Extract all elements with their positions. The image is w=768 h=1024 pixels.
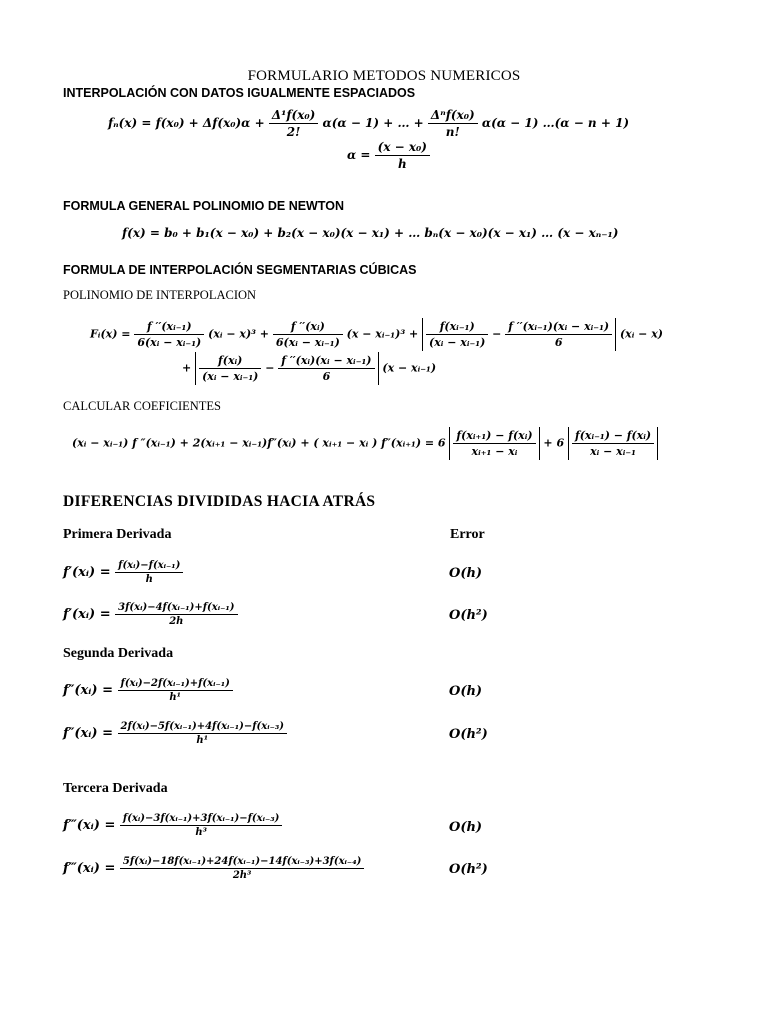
fraction-coeff2 <box>572 429 654 458</box>
fraction-numerator: Δⁿf(x₀) <box>430 108 475 122</box>
derivative-fraction <box>118 721 287 746</box>
error-order: O(h) <box>449 820 483 835</box>
fraction-denominator: 6(xᵢ − xᵢ₋₁) <box>134 334 204 349</box>
fraction-denominator: h¹ <box>118 690 233 703</box>
plus-six: + 6 <box>543 436 565 450</box>
formula-coefficients <box>72 427 658 460</box>
fraction-denominator: (xᵢ − xᵢ₋₁) <box>199 368 261 383</box>
fraction-denominator: 2! <box>269 123 319 139</box>
derivative-row <box>63 602 238 627</box>
fraction-delta1 <box>269 108 319 139</box>
fraction-numerator: f(xᵢ)−2f(xᵢ₋₁)+f(xᵢ₋₁) <box>120 678 230 689</box>
derivative-fraction <box>120 813 283 838</box>
derivative-row <box>63 856 364 881</box>
fraction-denominator: 6(xᵢ − xᵢ₋₁) <box>273 334 343 349</box>
derivative-lhs: f′(xᵢ) = <box>63 607 111 622</box>
derivative-row <box>63 678 233 703</box>
page-title: FORMULARIO METODOS NUMERICOS <box>247 68 521 84</box>
fraction-numerator: f(xᵢ₊₁) − f(xᵢ) <box>456 429 533 442</box>
derivative-lhs: f‴(xᵢ) = <box>63 818 116 833</box>
fraction-numerator: (x − x₀) <box>377 140 427 154</box>
formula-prefix: fₙ(x) = f(x₀) + Δf(x₀)α + <box>108 116 265 130</box>
formula-alpha <box>347 140 430 171</box>
fraction-numerator: 2f(xᵢ)−5f(xᵢ₋₁)+4f(xᵢ₋₁)−f(xᵢ₋₃) <box>120 721 284 732</box>
bracket-coeff-1 <box>449 427 539 460</box>
fraction-numerator: f(xᵢ) <box>218 354 243 367</box>
fraction-denominator: 2h³ <box>120 868 364 881</box>
fraction-numerator: f ′′(xᵢ₋₁)(xᵢ − xᵢ₋₁) <box>508 320 610 333</box>
term1-tail: (xᵢ − x)³ + <box>208 327 270 341</box>
fraction-denominator: 2h <box>115 614 237 627</box>
derivative-lhs: f″(xᵢ) = <box>63 683 113 698</box>
derivative-fraction <box>120 856 364 881</box>
subheading-polynomial: POLINOMIO DE INTERPOLACION <box>63 288 257 302</box>
bracket-group-2 <box>195 352 378 385</box>
error-order: O(h) <box>449 684 483 699</box>
fraction-numerator: f ′′(xᵢ₋₁) <box>146 320 192 333</box>
fraction-numerator: Δ¹f(x₀) <box>271 108 316 122</box>
fraction-deltan <box>428 108 478 139</box>
formula-newton-forward <box>108 108 629 139</box>
error-order: O(h²) <box>449 727 488 742</box>
term6-tail: (x − xᵢ₋₁) <box>382 361 437 375</box>
fraction-denominator: 6 <box>505 334 612 349</box>
derivative-row <box>63 560 183 585</box>
subheading-first-derivative: Primera Derivada <box>63 527 172 542</box>
formula-newton-general: f(x) = b₀ + b₁(x − x₀) + b₂(x − x₀)(x − x₁) + … bₙ(x − x₀)(x − x₁) … (x − xₙ₋₁) <box>122 226 619 240</box>
fraction-numerator: 5f(xᵢ)−18f(xᵢ₋₁)+24f(xᵢ₋₁)−14f(xᵢ₋₃)+3f(xᵢ₋₄) <box>122 856 362 867</box>
fraction-denominator: h³ <box>120 825 283 838</box>
derivative-lhs: f″(xᵢ) = <box>63 726 113 741</box>
bracket-group-1 <box>422 318 616 351</box>
heading-backward-differences: DIFERENCIAS DIVIDIDAS HACIA ATRÁS <box>63 493 376 510</box>
fraction-denominator: h <box>375 155 430 171</box>
subheading-third-derivative: Tercera Derivada <box>63 781 168 796</box>
derivative-fraction <box>115 602 237 627</box>
term4-tail: (xᵢ − x) <box>619 327 663 341</box>
subheading-second-derivative: Segunda Derivada <box>63 646 174 661</box>
fraction-denominator: (xᵢ − xᵢ₋₁) <box>426 334 488 349</box>
error-order: O(h²) <box>449 608 488 623</box>
fraction-alpha <box>375 140 430 171</box>
spline-lhs: Fᵢ(x) = <box>90 327 131 341</box>
plus-sign: + <box>182 361 192 375</box>
heading-newton-general: FORMULA GENERAL POLINOMIO DE NEWTON <box>63 199 345 213</box>
error-order: O(h²) <box>449 862 488 877</box>
derivative-fraction <box>115 560 183 585</box>
fraction-numerator: f(xᵢ)−f(xᵢ₋₁) <box>118 560 181 571</box>
formula-suffix: α(α − 1) …(α − n + 1) <box>481 116 630 130</box>
heading-cubic-splines: FORMULA DE INTERPOLACIÓN SEGMENTARIAS CÚBICAS <box>63 263 417 277</box>
fraction-numerator: f(xᵢ₋₁) <box>439 320 475 333</box>
fraction-denominator: h¹ <box>118 733 287 746</box>
fraction-numerator: 3f(xᵢ)−4f(xᵢ₋₁)+f(xᵢ₋₁) <box>118 602 235 613</box>
fraction-numerator: f ′′(xᵢ) <box>290 320 325 333</box>
alpha-lhs: α = <box>347 148 371 162</box>
derivative-lhs: f‴(xᵢ) = <box>63 861 116 876</box>
derivative-row <box>63 813 282 838</box>
fraction-numerator: f ′′(xᵢ)(xᵢ − xᵢ₋₁) <box>281 354 372 367</box>
heading-equal-spacing: INTERPOLACIÓN CON DATOS IGUALMENTE ESPACIADOS <box>63 86 416 100</box>
subheading-coefficients: CALCULAR COEFICIENTES <box>63 399 221 413</box>
fraction-term2 <box>273 320 343 349</box>
fraction-denominator: n! <box>428 123 478 139</box>
fraction-term5 <box>199 354 261 383</box>
formula-mid: α(α − 1) + … + <box>322 116 424 130</box>
minus-sign: − <box>265 361 275 375</box>
fraction-numerator: f(xᵢ₋₁) − f(xᵢ) <box>574 429 652 442</box>
derivative-fraction <box>118 678 233 703</box>
formula-spline-line1 <box>90 318 663 351</box>
fraction-denominator: xᵢ − xᵢ₋₁ <box>572 443 654 458</box>
fraction-term1 <box>134 320 204 349</box>
error-column-label: Error <box>450 527 485 542</box>
bracket-coeff-2 <box>568 427 658 460</box>
fraction-term4 <box>505 320 612 349</box>
fraction-denominator: 6 <box>278 368 374 383</box>
fraction-denominator: h <box>115 572 183 585</box>
fraction-denominator: xᵢ₊₁ − xᵢ <box>453 443 535 458</box>
coeff-lhs: (xᵢ − xᵢ₋₁) f ″(xᵢ₋₁) + 2(xᵢ₊₁ − xᵢ₋₁)f″(xᵢ) + ( xᵢ₊₁ − xᵢ ) f″(xᵢ₊₁) = 6 <box>72 436 446 450</box>
fraction-term6 <box>278 354 374 383</box>
term2-tail: (x − xᵢ₋₁)³ + <box>346 327 419 341</box>
derivative-row <box>63 721 287 746</box>
fraction-numerator: f(xᵢ)−3f(xᵢ₋₁)+3f(xᵢ₋₁)−f(xᵢ₋₃) <box>122 813 280 824</box>
minus-sign: − <box>492 327 502 341</box>
error-order: O(h) <box>449 566 483 581</box>
fraction-coeff1 <box>453 429 535 458</box>
derivative-lhs: f′(xᵢ) = <box>63 565 111 580</box>
formula-spline-line2 <box>182 352 436 385</box>
fraction-term3 <box>426 320 488 349</box>
